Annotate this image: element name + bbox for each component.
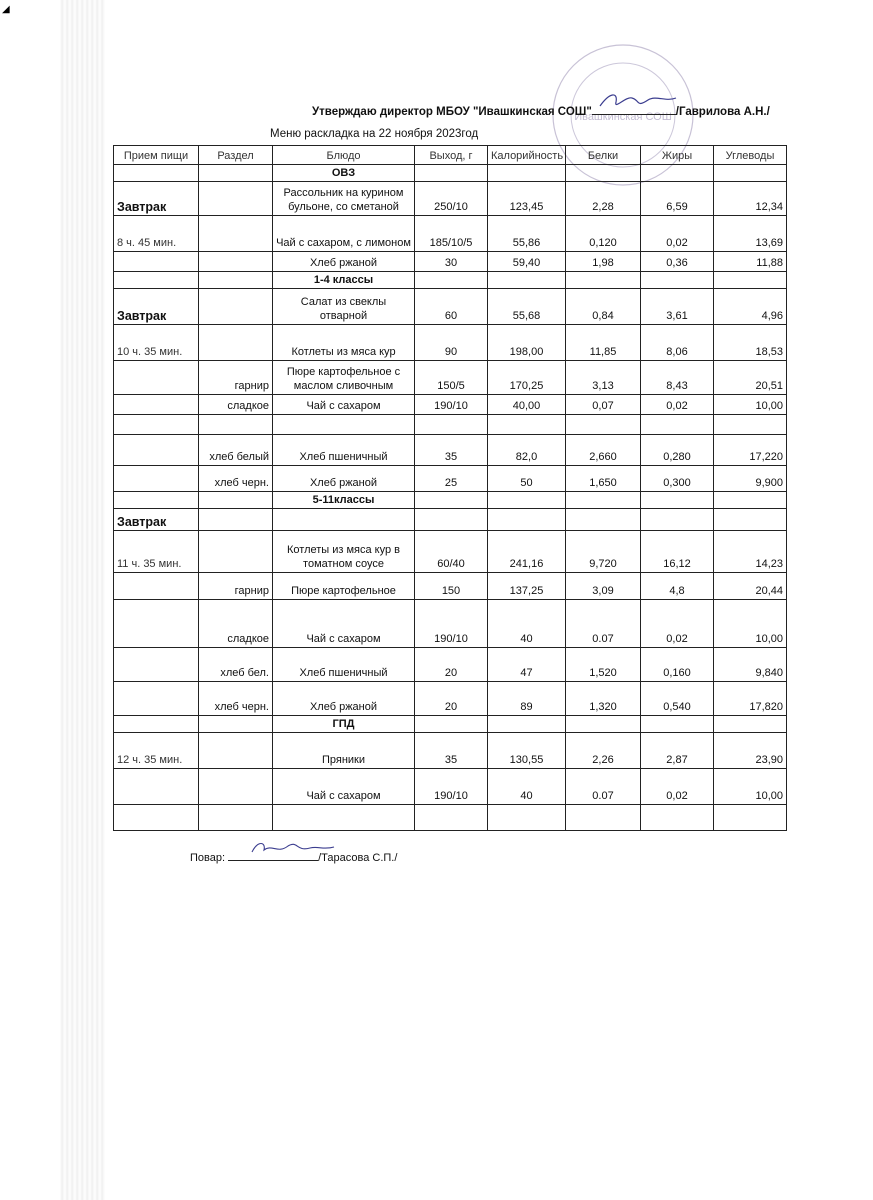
section-cell: сладкое xyxy=(199,600,273,648)
col-fat-header: Жиры xyxy=(641,146,714,165)
dish-name: Чай с сахаром xyxy=(273,600,415,648)
empty-cell xyxy=(415,716,488,733)
calories-value: 55,68 xyxy=(488,289,566,325)
yield-value xyxy=(415,509,488,531)
calories-value xyxy=(488,509,566,531)
dish-name: Пюре картофельное xyxy=(273,573,415,600)
fat-value: 2,87 xyxy=(641,733,714,769)
menu-table-body xyxy=(114,146,787,831)
yield-value: 60/40 xyxy=(415,531,488,573)
empty-cell xyxy=(488,805,566,831)
dish-name: Хлеб пшеничный xyxy=(273,435,415,466)
yield-value: 30 xyxy=(415,252,488,272)
calories-value: 40,00 xyxy=(488,395,566,415)
empty-cell xyxy=(199,492,273,509)
stamp-text: Ивашкинская СОШ xyxy=(574,111,672,123)
fat-value: 0,300 xyxy=(641,466,714,492)
protein-value: 1,320 xyxy=(566,682,641,716)
col-yield-header: Выход, г xyxy=(415,146,488,165)
carbs-value: 10,00 xyxy=(714,600,787,648)
protein-value: 1,520 xyxy=(566,648,641,682)
dish-name: Хлеб ржаной xyxy=(273,466,415,492)
yield-value: 60 xyxy=(415,289,488,325)
table-row xyxy=(114,435,787,466)
yield-value: 185/10/5 xyxy=(415,216,488,252)
empty-cell xyxy=(114,682,199,716)
page-title: Меню раскладка на 22 ноября 2023год xyxy=(270,128,479,140)
meal-name: Завтрак xyxy=(114,182,199,216)
yield-value: 190/10 xyxy=(415,769,488,805)
fat-value: 3,61 xyxy=(641,289,714,325)
protein-value: 0,07 xyxy=(566,395,641,415)
empty-cell xyxy=(714,492,787,509)
meal-name: Завтрак xyxy=(114,289,199,325)
dish-name: Чай с сахаром, с лимоном xyxy=(273,216,415,252)
empty-cell xyxy=(199,415,273,435)
approval-line xyxy=(312,104,770,118)
scan-artifact xyxy=(60,0,105,1200)
calories-value: 40 xyxy=(488,600,566,648)
empty-cell xyxy=(114,573,199,600)
table-row xyxy=(114,769,787,805)
section-cell xyxy=(199,289,273,325)
section-cell: сладкое xyxy=(199,395,273,415)
empty-row xyxy=(114,805,787,831)
empty-cell xyxy=(714,805,787,831)
calories-value: 137,25 xyxy=(488,573,566,600)
carbs-value: 23,90 xyxy=(714,733,787,769)
empty-cell xyxy=(714,272,787,289)
empty-cell xyxy=(114,272,199,289)
table-row xyxy=(114,182,787,216)
fat-value: 0,02 xyxy=(641,395,714,415)
protein-value: 0.07 xyxy=(566,600,641,648)
empty-cell xyxy=(641,165,714,182)
empty-cell xyxy=(114,165,199,182)
empty-cell xyxy=(415,272,488,289)
protein-value: 2,28 xyxy=(566,182,641,216)
table-row xyxy=(114,600,787,648)
fat-value: 8,43 xyxy=(641,361,714,395)
fat-value: 0,540 xyxy=(641,682,714,716)
carbs-value: 11,88 xyxy=(714,252,787,272)
protein-value: 2,26 xyxy=(566,733,641,769)
table-row xyxy=(114,466,787,492)
empty-cell xyxy=(641,716,714,733)
empty-cell xyxy=(199,272,273,289)
col-dish-header: Блюдо xyxy=(273,146,415,165)
protein-value: 0,84 xyxy=(566,289,641,325)
empty-cell xyxy=(114,466,199,492)
section-row xyxy=(114,492,787,509)
calories-value: 198,00 xyxy=(488,325,566,361)
calories-value: 123,45 xyxy=(488,182,566,216)
section-title: ОВЗ xyxy=(273,165,415,182)
fat-value: 0,36 xyxy=(641,252,714,272)
empty-cell xyxy=(415,492,488,509)
dish-name: Котлеты из мяса кур в томатном соусе xyxy=(273,531,415,573)
section-cell: гарнир xyxy=(199,361,273,395)
fat-value: 0,160 xyxy=(641,648,714,682)
calories-value: 89 xyxy=(488,682,566,716)
empty-cell xyxy=(114,435,199,466)
protein-value: 0.07 xyxy=(566,769,641,805)
empty-cell xyxy=(114,600,199,648)
empty-cell xyxy=(566,165,641,182)
menu-table xyxy=(113,145,787,831)
table-row xyxy=(114,325,787,361)
table-row xyxy=(114,289,787,325)
carbs-value: 13,69 xyxy=(714,216,787,252)
empty-cell xyxy=(114,769,199,805)
table-row xyxy=(114,216,787,252)
empty-cell xyxy=(488,165,566,182)
table-row xyxy=(114,252,787,272)
empty-cell xyxy=(641,415,714,435)
empty-cell xyxy=(415,805,488,831)
fat-value: 0,02 xyxy=(641,216,714,252)
empty-cell xyxy=(114,252,199,272)
table-row xyxy=(114,682,787,716)
empty-cell xyxy=(714,415,787,435)
col-meal-header: Прием пищи xyxy=(114,146,199,165)
empty-cell xyxy=(714,716,787,733)
cook-label: Повар: xyxy=(190,852,226,864)
yield-value: 35 xyxy=(415,733,488,769)
carbs-value: 9,840 xyxy=(714,648,787,682)
cook-signature-line xyxy=(190,850,397,864)
dish-name: Чай с сахаром xyxy=(273,395,415,415)
empty-cell xyxy=(566,272,641,289)
section-cell xyxy=(199,733,273,769)
fat-value: 0,02 xyxy=(641,600,714,648)
section-cell: хлеб белый xyxy=(199,435,273,466)
yield-value: 150 xyxy=(415,573,488,600)
table-row xyxy=(114,395,787,415)
section-cell xyxy=(199,182,273,216)
dish-name: Хлеб пшеничный xyxy=(273,648,415,682)
carbs-value xyxy=(714,509,787,531)
empty-cell xyxy=(641,492,714,509)
protein-value: 11,85 xyxy=(566,325,641,361)
calories-value: 40 xyxy=(488,769,566,805)
yield-value: 190/10 xyxy=(415,600,488,648)
carbs-value: 12,34 xyxy=(714,182,787,216)
empty-cell xyxy=(114,415,199,435)
carbs-value: 10,00 xyxy=(714,769,787,805)
table-row xyxy=(114,361,787,395)
empty-cell xyxy=(114,805,199,831)
empty-cell xyxy=(114,361,199,395)
section-cell xyxy=(199,769,273,805)
dish-name: Хлеб ржаной xyxy=(273,682,415,716)
section-title: 5-11классы xyxy=(273,492,415,509)
empty-cell xyxy=(415,165,488,182)
fat-value: 6,59 xyxy=(641,182,714,216)
empty-cell xyxy=(273,415,415,435)
dish-name: Пряники xyxy=(273,733,415,769)
section-cell xyxy=(199,216,273,252)
empty-cell xyxy=(641,272,714,289)
meal-time: 12 ч. 35 мин. xyxy=(114,733,199,769)
col-carbs-header: Углеводы xyxy=(714,146,787,165)
director-name: /Гаврилова А.Н./ xyxy=(675,106,770,118)
calories-value: 82,0 xyxy=(488,435,566,466)
yield-value: 20 xyxy=(415,648,488,682)
col-calories-header: Калорийность xyxy=(488,146,566,165)
yield-value: 35 xyxy=(415,435,488,466)
empty-cell xyxy=(488,272,566,289)
dish-name: Хлеб ржаной xyxy=(273,252,415,272)
yield-value: 20 xyxy=(415,682,488,716)
empty-cell xyxy=(199,805,273,831)
protein-value xyxy=(566,509,641,531)
empty-cell xyxy=(273,805,415,831)
empty-cell xyxy=(488,492,566,509)
protein-value: 3,13 xyxy=(566,361,641,395)
calories-value: 241,16 xyxy=(488,531,566,573)
cook-signature xyxy=(228,850,318,861)
calories-value: 59,40 xyxy=(488,252,566,272)
approval-prefix: Утверждаю директор МБОУ "Ивашкинская СОШ" xyxy=(312,106,592,118)
carbs-value: 14,23 xyxy=(714,531,787,573)
yield-value: 25 xyxy=(415,466,488,492)
carbs-value: 18,53 xyxy=(714,325,787,361)
yield-value: 250/10 xyxy=(415,182,488,216)
table-row xyxy=(114,733,787,769)
section-cell xyxy=(199,509,273,531)
protein-value: 1,650 xyxy=(566,466,641,492)
fat-value: 0,280 xyxy=(641,435,714,466)
carbs-value: 4,96 xyxy=(714,289,787,325)
meal-time: 10 ч. 35 мин. xyxy=(114,325,199,361)
table-row xyxy=(114,531,787,573)
empty-cell xyxy=(415,415,488,435)
cook-name: /Тарасова С.П./ xyxy=(318,852,398,864)
dish-name: Рассольник на курином бульоне, со сметаной xyxy=(273,182,415,216)
empty-cell xyxy=(488,716,566,733)
empty-cell xyxy=(488,415,566,435)
empty-cell xyxy=(566,415,641,435)
empty-cell xyxy=(114,716,199,733)
empty-cell xyxy=(714,165,787,182)
yield-value: 190/10 xyxy=(415,395,488,415)
section-cell: хлеб черн. xyxy=(199,466,273,492)
section-cell xyxy=(199,252,273,272)
fat-value: 16,12 xyxy=(641,531,714,573)
fat-value: 8,06 xyxy=(641,325,714,361)
empty-cell xyxy=(114,492,199,509)
section-cell xyxy=(199,531,273,573)
calories-value: 55,86 xyxy=(488,216,566,252)
empty-cell xyxy=(114,395,199,415)
carbs-value: 20,44 xyxy=(714,573,787,600)
empty-cell xyxy=(566,716,641,733)
carbs-value: 17,820 xyxy=(714,682,787,716)
calories-value: 50 xyxy=(488,466,566,492)
empty-cell xyxy=(641,805,714,831)
table-row xyxy=(114,573,787,600)
empty-cell xyxy=(566,805,641,831)
empty-cell xyxy=(566,492,641,509)
calories-value: 130,55 xyxy=(488,733,566,769)
director-signature xyxy=(592,104,676,115)
header-row xyxy=(114,146,787,165)
dish-name: Чай с сахаром xyxy=(273,769,415,805)
protein-value: 3,09 xyxy=(566,573,641,600)
yield-value: 90 xyxy=(415,325,488,361)
section-cell: хлеб черн. xyxy=(199,682,273,716)
carbs-value: 9,900 xyxy=(714,466,787,492)
table-row xyxy=(114,509,787,531)
empty-row xyxy=(114,415,787,435)
section-title: 1-4 классы xyxy=(273,272,415,289)
protein-value: 9,720 xyxy=(566,531,641,573)
protein-value: 0,120 xyxy=(566,216,641,252)
empty-cell xyxy=(199,716,273,733)
meal-name: Завтрак xyxy=(114,509,199,531)
fat-value: 0,02 xyxy=(641,769,714,805)
empty-cell xyxy=(114,648,199,682)
meal-time: 8 ч. 45 мин. xyxy=(114,216,199,252)
section-row xyxy=(114,716,787,733)
section-row xyxy=(114,272,787,289)
calories-value: 47 xyxy=(488,648,566,682)
dish-name: Салат из свеклы отварной xyxy=(273,289,415,325)
fat-value xyxy=(641,509,714,531)
empty-cell xyxy=(199,165,273,182)
protein-value: 1,98 xyxy=(566,252,641,272)
carbs-value: 20,51 xyxy=(714,361,787,395)
section-cell xyxy=(199,325,273,361)
section-title: ГПД xyxy=(273,716,415,733)
dish-name xyxy=(273,509,415,531)
section-row xyxy=(114,165,787,182)
protein-value: 2,660 xyxy=(566,435,641,466)
dish-name: Котлеты из мяса кур xyxy=(273,325,415,361)
col-section-header: Раздел xyxy=(199,146,273,165)
section-cell: гарнир xyxy=(199,573,273,600)
dish-name: Пюре картофельное с маслом сливочным xyxy=(273,361,415,395)
calories-value: 170,25 xyxy=(488,361,566,395)
corner-mark: ◢ xyxy=(2,4,10,15)
table-row xyxy=(114,648,787,682)
meal-time: 11 ч. 35 мин. xyxy=(114,531,199,573)
yield-value: 150/5 xyxy=(415,361,488,395)
fat-value: 4,8 xyxy=(641,573,714,600)
carbs-value: 10,00 xyxy=(714,395,787,415)
col-protein-header: Белки xyxy=(566,146,641,165)
section-cell: хлеб бел. xyxy=(199,648,273,682)
carbs-value: 17,220 xyxy=(714,435,787,466)
